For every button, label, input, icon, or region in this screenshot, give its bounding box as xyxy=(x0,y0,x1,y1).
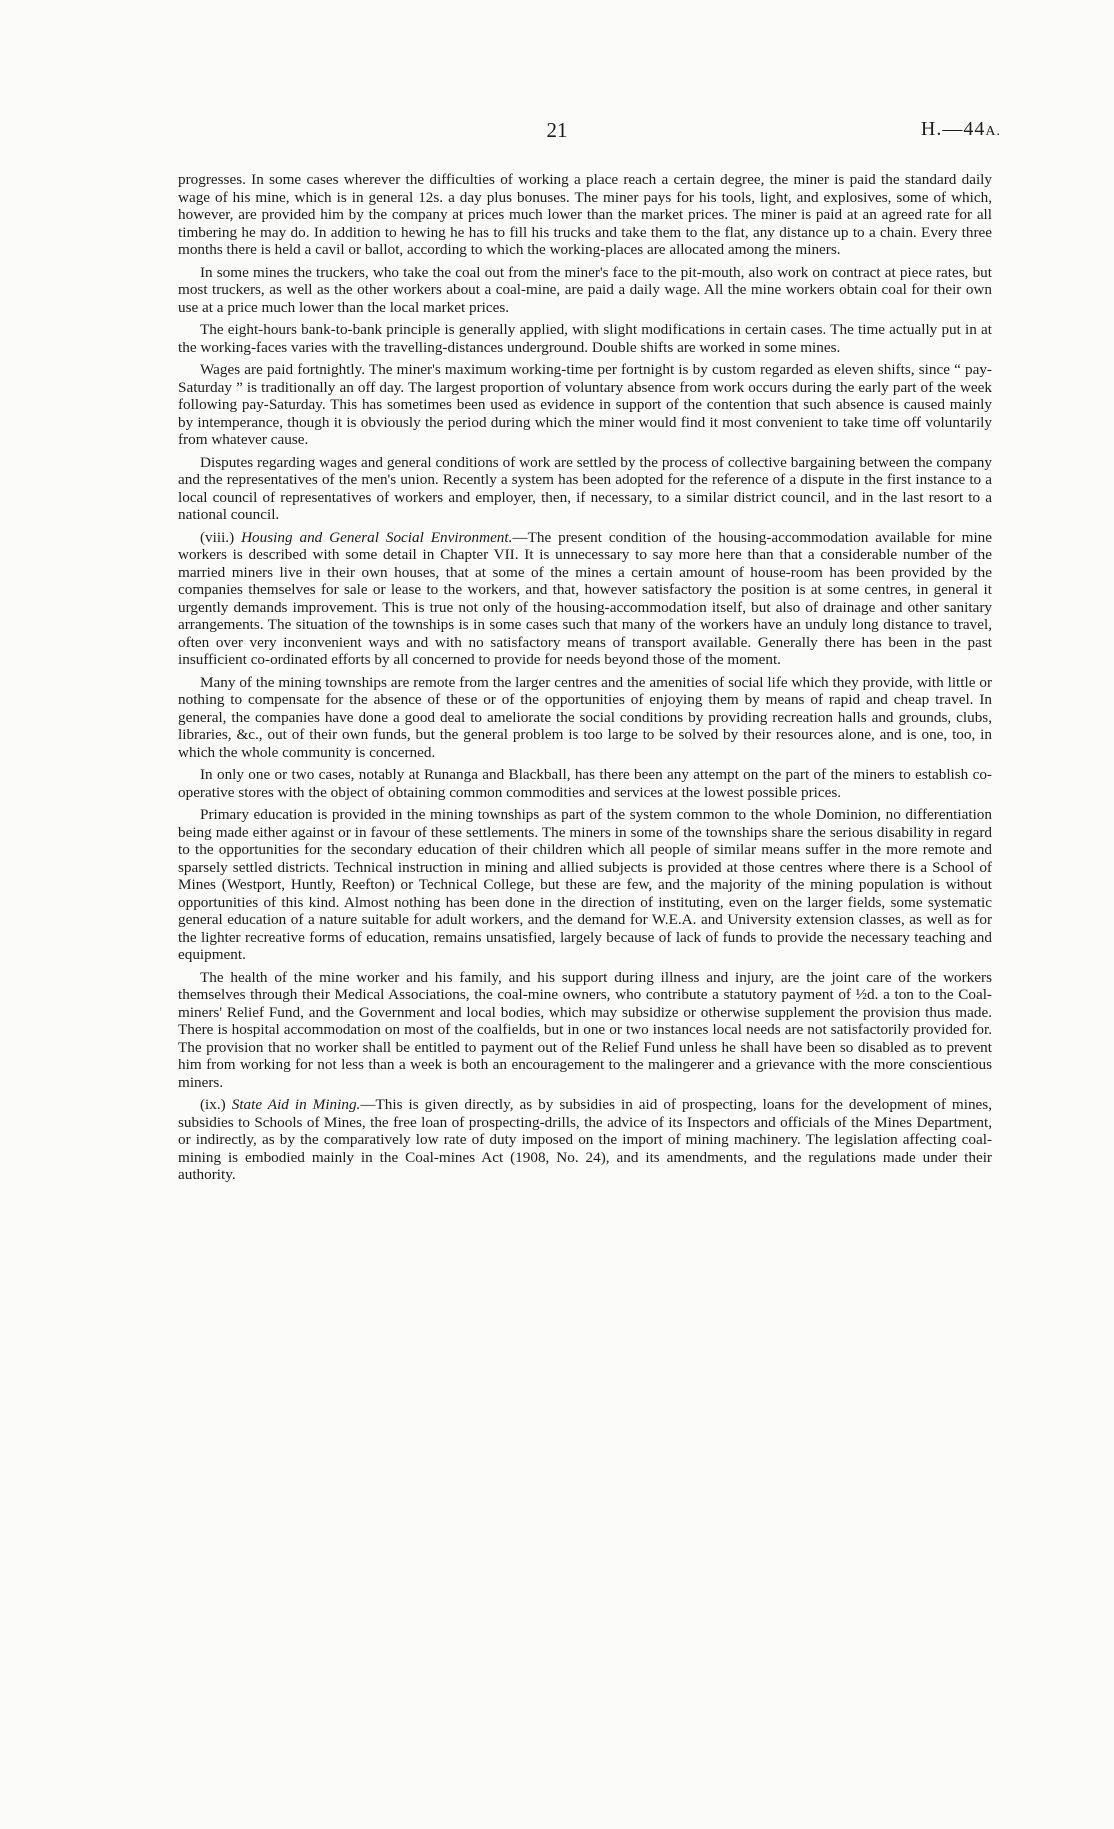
paragraph-townships: Many of the mining townships are remote from the larger centres and the amenities of social life which they provide, with little or nothing to compensate for the absence of these or of the opportunities of enjoying them by means of rapid and cheap travel. In general, the companies have done a good deal to ameliorate the social conditions by providing recreation halls and grounds, clubs, libraries, &c., out of their own funds, but the general problem is too large to be solved by their resources alone, and is one, too, in which the whole community is concerned. xyxy=(178,673,992,761)
paragraph-truckers: In some mines the truckers, who take the coal out from the miner's face to the pit-mouth, also work on contract at piece rates, but most truckers, as well as the other workers about a coal-mine, are paid a daily wage. All the mine workers obtain coal for their own use at a price much lower than the local market prices. xyxy=(178,263,992,316)
paragraph-cooperative-stores: In only one or two cases, notably at Runanga and Blackball, has there been any attempt on the part of the miners to establish co-operative stores with the object of obtaining common commodities and services at the lowest possible prices. xyxy=(178,766,992,801)
section-label-ix: (ix.) xyxy=(200,1096,226,1113)
document-reference-main: H.—44 xyxy=(920,118,986,140)
paragraph-education: Primary education is provided in the mining townships as part of the system common to the whole Dominion, no differentiation being made either against or in favour of these settlements. The miners in some of the townships share the serious disability in regard to the opportunities for the secondary education of their children which all people of similar means suffer in the more remote and sparsely settled districts. Technical instruction in mining and allied subjects is provided at those centres where there is a School of Mines (Westport, Huntly, Reefton) or Technical College, but these are few, and the majority of the mining population is without opportunities of this kind. Almost nothing has been done in the direction of instituting, even on the larger fields, some systematic general education of a nature suitable for adult workers, and the demand for W.E.A. and University extension classes, as well as for the lighter recreative forms of education, remains unsatisfied, largely because of lack of funds to provide the necessary teaching and equipment. xyxy=(178,806,992,963)
paragraph-wages: Wages are paid fortnightly. The miner's maximum working-time per fortnight is by custom regarded as eleven shifts, since “ pay-Saturday ” is traditionally an off day. The largest proportion of voluntary absence from work occurs during the early part of the week following pay-Saturday. This has sometimes been used as evidence in support of the contention that such absence is caused mainly by intemperance, though it is obviously the period during which the miner would find it most convenient to take time off voluntarily from whatever cause. xyxy=(178,361,992,448)
paragraph-eight-hours: The eight-hours bank-to-bank principle is generally applied, with slight modifications in certain cases. The time actually put in at the working-faces varies with the travelling-distances underground. Double shifts are worked in some mines. xyxy=(178,321,992,356)
page-number: 21 xyxy=(546,118,568,142)
body-text xyxy=(178,171,992,1189)
document-reference-suffix: A. xyxy=(985,124,1001,139)
paragraph-housing-text: —The present condition of the housing-accommodation available for mine workers is described with some detail in Chapter VII. It is unnecessary to say more here than that a considerable number of the married miners live in their own houses, that at some of the mines a certain amount of house-room has been provided by the companies themselves for sale or lease to the workers, and that, however satisfactory the position is at some centres, in general it urgently demands improvement. This is true not only of the housing-accommodation itself, but also of drainage and other sanitary arrangements. The situation of the townships is in some cases such that many of the workers have an unduly long distance to travel, often over very inconvenient ways and with no satisfactory means of transport available. Generally there has been in the past insufficient co-ordinated efforts by all concerned to provide for needs beyond those of the moment. xyxy=(178,528,993,668)
section-heading-state-aid: State Aid in Mining. xyxy=(231,1096,361,1113)
paragraph-health: The health of the mine worker and his family, and his support during illness and injury, are the joint care of the workers themselves through their Medical Associations, the coal-mine owners, who contribute a statutory payment of ½d. a ton to the Coal-miners' Relief Fund, and the Government and local bodies, which may subsidize or otherwise supplement the provision thus made. There is hospital accommodation on most of the coalfields, but in one or two instances local needs are not satisfactorily provided for. The provision that no worker shall be entitled to payment out of the Relief Fund unless he shall have been so disabled as to prevent him from working for not less than a week is both an encouragement to the malingerer and a grievance with the more conscientious miners. xyxy=(178,968,992,1091)
section-label-viii: (viii.) xyxy=(200,528,235,546)
paragraph-state-aid-text: —This is given directly, as by subsidies in aid of prospecting, loans for the development of mines, subsidies to Schools of Mines, the free loan of prospecting-drills, the advice of its Inspectors and officials of the Mines Department, or indirectly, as by the comparatively low rate of duty imposed on the import of mining machinery. The legislation affecting coal-mining is embodied mainly in the Coal-mines Act (1908, No. 24), and its amendments, and the regulations made under their authority. xyxy=(178,1096,993,1183)
document-reference xyxy=(921,118,1001,141)
paragraph-housing xyxy=(178,529,992,669)
paragraph-disputes: Disputes regarding wages and general conditions of work are settled by the process of collective bargaining between the company and the representatives of the men's union. Recently a system has been adopted for the reference of a dispute in the first instance to a local council of representatives of workers and employer, then, if necessary, to a similar district council, and in the last resort to a national council. xyxy=(178,453,992,523)
section-heading-housing: Housing and General Social Environment. xyxy=(241,528,513,546)
paragraph-state-aid xyxy=(178,1096,992,1184)
paragraph-continued: progresses. In some cases wherever the difficulties of working a place reach a certain degree, the miner is paid the standard daily wage of his mine, which is in general 12s. a day plus bonuses. The miner pays for his tools, light, and explosives, some of which, however, are provided him by the company at prices much lower than the market prices. The miner is paid at an agreed rate for all timbering he may do. In addition to hewing he has to fill his trucks and take them to the flat, any distance up to a chain. Every three months there is held a cavil or ballot, according to which the working-places are allocated among the miners. xyxy=(178,171,992,258)
